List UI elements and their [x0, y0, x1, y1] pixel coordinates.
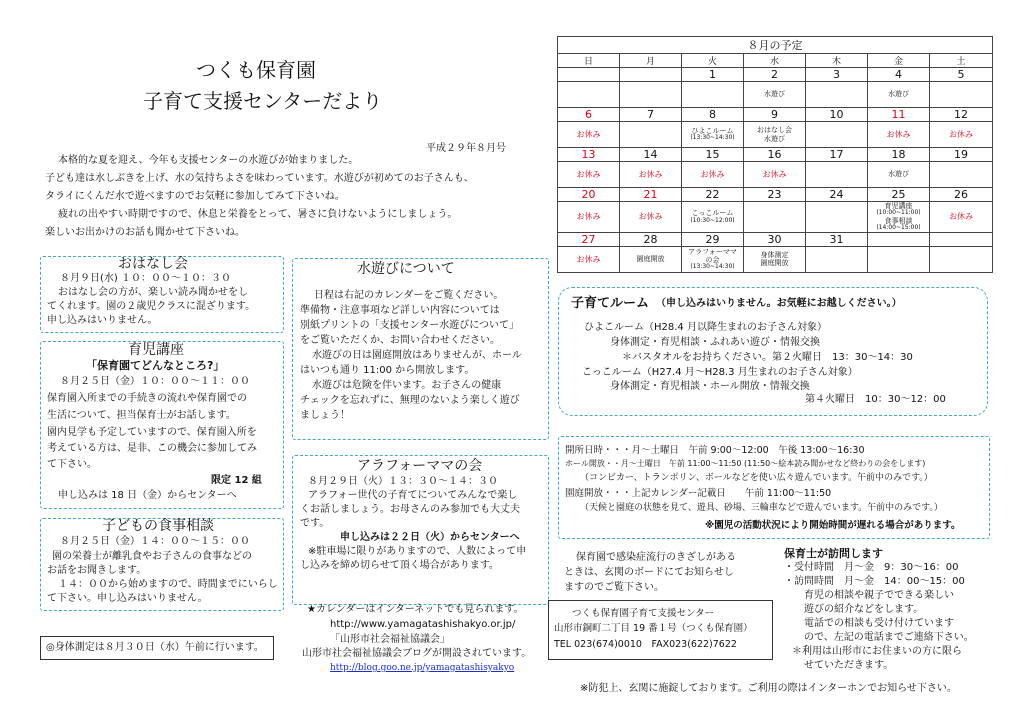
calendar-event-cell: [868, 122, 930, 148]
calendar-event-cell: [744, 122, 806, 148]
internet-site-name: 「山形市社会福祉協議会」: [330, 634, 450, 645]
calendar-event-text: お休み: [700, 169, 725, 179]
calendar-day-number: 1: [682, 68, 744, 82]
calendar-event-cell: [744, 246, 806, 272]
calendar-event-text: 水遊び: [888, 90, 909, 99]
ikuji-limit: 限定 12 組: [211, 475, 262, 486]
contact-address: 山形市銅町二丁目 19 番１号（つくも保育園）: [554, 623, 753, 634]
calendar-event-text: おはなし会: [757, 126, 792, 135]
calendar-event-cell: [744, 162, 806, 188]
calendar-event-cell: [620, 82, 682, 108]
calendar-day-number: 26: [930, 188, 993, 202]
calendar-event-text: (13:30~14:30): [690, 262, 735, 270]
ikuji-title: 育児講座: [128, 342, 184, 358]
calendar-event-text: お休み: [576, 254, 601, 264]
calendar-event-text: 水遊び: [764, 90, 785, 99]
calendar-event-text: お休み: [886, 129, 911, 139]
calendar-event-cell: [806, 246, 868, 272]
blog-note: 山形市社会福祉協議会ブログが開設されています。: [302, 648, 532, 659]
calendar-event-text: 食事相談: [884, 216, 913, 225]
calendar-event-cell: [806, 82, 868, 108]
internet-url[interactable]: http://www.yamagatashishakyo.or.jp/: [330, 619, 516, 630]
calendar-event-cell: [806, 202, 868, 233]
calendar-day-number: 8: [682, 108, 744, 122]
contact-phone[interactable]: TEL 023(674)0010 FAX023(622)7622: [554, 639, 737, 650]
calendar-day-number: [558, 68, 620, 82]
calendar-event-text: (10:30~12:00): [690, 216, 735, 224]
calendar-event-text: お休み: [638, 169, 663, 179]
calendar-event-cell: [868, 202, 930, 233]
calendar-event-text: こっこルーム: [691, 209, 734, 218]
calendar-event-text: 園庭開放: [636, 255, 665, 264]
calendar-event-cell: [806, 122, 868, 148]
calendar-day-number: 16: [744, 148, 806, 162]
calendar-event-text: (14:00~15:00): [876, 223, 921, 231]
calendar-day-number: 29: [682, 232, 744, 246]
calendar-event-text: お休み: [576, 212, 601, 222]
calendar-event-cell: [930, 122, 993, 148]
around40-title: アラフォーママの会: [357, 458, 483, 474]
mizuasobi-title: 水遊びについて: [357, 261, 455, 277]
calendar-dow: 木: [806, 54, 868, 68]
calendar-event-cell: [682, 246, 744, 272]
calendar-day-number: 14: [620, 148, 682, 162]
calendar-day-number: 6: [558, 108, 620, 122]
calendar-day-number: 25: [868, 188, 930, 202]
calendar-event-cell: [558, 122, 620, 148]
calendar-day-number: 5: [930, 68, 993, 82]
calendar-day-number: 24: [806, 188, 868, 202]
calendar-dow: 日: [558, 54, 620, 68]
calendar-day-number: 28: [620, 232, 682, 246]
calendar-event-text: 水遊び: [888, 170, 909, 179]
calendar-day-number: [620, 68, 682, 82]
title-nursery: つくも保育園: [196, 58, 316, 82]
calendar-event-text: (10:00~11:00): [876, 209, 921, 217]
calendar-event-cell: [744, 82, 806, 108]
calendar-day-number: [868, 232, 930, 246]
calendar-event-cell: [620, 122, 682, 148]
visit-title: 保育士が訪問します: [784, 547, 883, 560]
calendar-event-cell: [744, 202, 806, 233]
calendar-day-number: 12: [930, 108, 993, 122]
calendar-event-cell: [682, 162, 744, 188]
calendar-dow: 土: [930, 54, 993, 68]
calendar-day-number: 20: [558, 188, 620, 202]
calendar-event-cell: [930, 246, 993, 272]
footer-note: ※防犯上、玄関に施錠しております。ご利用の際はインターホンでお知らせ下さい。: [580, 683, 957, 694]
calendar-event-cell: [682, 122, 744, 148]
calendar-day-number: 15: [682, 148, 744, 162]
calendar-event-text: お休み: [762, 169, 787, 179]
calendar-day-number: 21: [620, 188, 682, 202]
ikuji-apply: 申し込みは 18 日（金）からセンターへ: [58, 490, 237, 501]
calendar-day-number: 23: [744, 188, 806, 202]
calendar-day-number: 3: [806, 68, 868, 82]
calendar-event-cell: [558, 202, 620, 233]
calendar-event-cell: [930, 82, 993, 108]
calendar-day-number: 17: [806, 148, 868, 162]
calendar-day-number: 2: [744, 68, 806, 82]
ikuji-subtitle: 「保育園てどんなところ?」: [86, 359, 225, 372]
calendar-day-number: 4: [868, 68, 930, 82]
calendar-day-number: 30: [744, 232, 806, 246]
calendar-event-cell: [930, 202, 993, 233]
calendar-event-text: の会: [705, 255, 720, 264]
calendar-event-text: アラフォーママ: [688, 247, 737, 256]
calendar-event-cell: [806, 162, 868, 188]
shokuji-title: 子どもの食事相談: [102, 518, 214, 534]
calendar-event-text: 水遊び: [764, 134, 785, 143]
calendar-table: [557, 36, 993, 273]
calendar-event-cell: [620, 202, 682, 233]
calendar-event-text: お休み: [576, 129, 601, 139]
calendar-day-number: 10: [806, 108, 868, 122]
calendar-event-cell: [558, 82, 620, 108]
shintai-note: ◎身体測定は８月３０日（水）午前に行います。: [46, 642, 264, 653]
calendar-event-cell: [558, 162, 620, 188]
calendar-event-cell: [868, 246, 930, 272]
calendar-event-text: 園庭開放: [760, 259, 789, 268]
calendar-day-number: 9: [744, 108, 806, 122]
calendar-event-text: お休み: [949, 129, 973, 139]
calendar-event-text: お休み: [576, 169, 601, 179]
calendar-day-number: 18: [868, 148, 930, 162]
calendar-day-number: 22: [682, 188, 744, 202]
calendar-event-text: ひよこルーム: [691, 127, 734, 136]
calendar-dow: 火: [682, 54, 744, 68]
calendar-dow: 金: [868, 54, 930, 68]
calendar-dow: 水: [744, 54, 806, 68]
around40-apply: 申し込みは２２日（火）からセンターへ: [340, 532, 520, 543]
kosodate-note: （申し込みはいりません。お気軽にお越しください。）: [656, 298, 902, 309]
calendar-day-number: 27: [558, 232, 620, 246]
calendar-day-number: 31: [806, 232, 868, 246]
calendar-event-cell: [930, 162, 993, 188]
calendar-event-cell: [620, 162, 682, 188]
calendar-dow: 月: [620, 54, 682, 68]
calendar-event-cell: [682, 202, 744, 233]
calendar-event-cell: [868, 82, 930, 108]
issue-label: 平成２９年８月号: [426, 143, 506, 154]
kosodate-title: 子育てルーム: [571, 296, 650, 311]
calendar-event-cell: [620, 246, 682, 272]
calendar-event-cell: [868, 162, 930, 188]
ohanashi-title: おはなし会: [118, 256, 188, 272]
calendar-event-cell: [682, 82, 744, 108]
calendar-day-number: 7: [620, 108, 682, 122]
calendar-event-cell: [558, 246, 620, 272]
calendar-event-text: 身体測定: [760, 251, 789, 260]
internet-note: ★カレンダーはインターネットでも見られます。: [307, 604, 524, 615]
blog-url[interactable]: http://blog.goo.ne.jp/yamagatashisyakyo: [330, 663, 515, 673]
calendar-title: ８月の予定: [558, 37, 993, 54]
calendar-day-number: 13: [558, 148, 620, 162]
calendar-event-text: お休み: [949, 212, 973, 222]
calendar-event-text: お休み: [638, 212, 663, 222]
contact-name: つくも保育園子育て支援センター: [572, 608, 715, 619]
calendar-day-number: 19: [930, 148, 993, 162]
calendar-event-text: 育児講座: [884, 202, 913, 210]
calendar-day-number: [930, 232, 993, 246]
calendar-event-text: (13:30~14:30): [690, 134, 735, 142]
calendar-day-number: 11: [868, 108, 930, 122]
title-newsletter: 子育て支援センターだより: [143, 89, 383, 113]
